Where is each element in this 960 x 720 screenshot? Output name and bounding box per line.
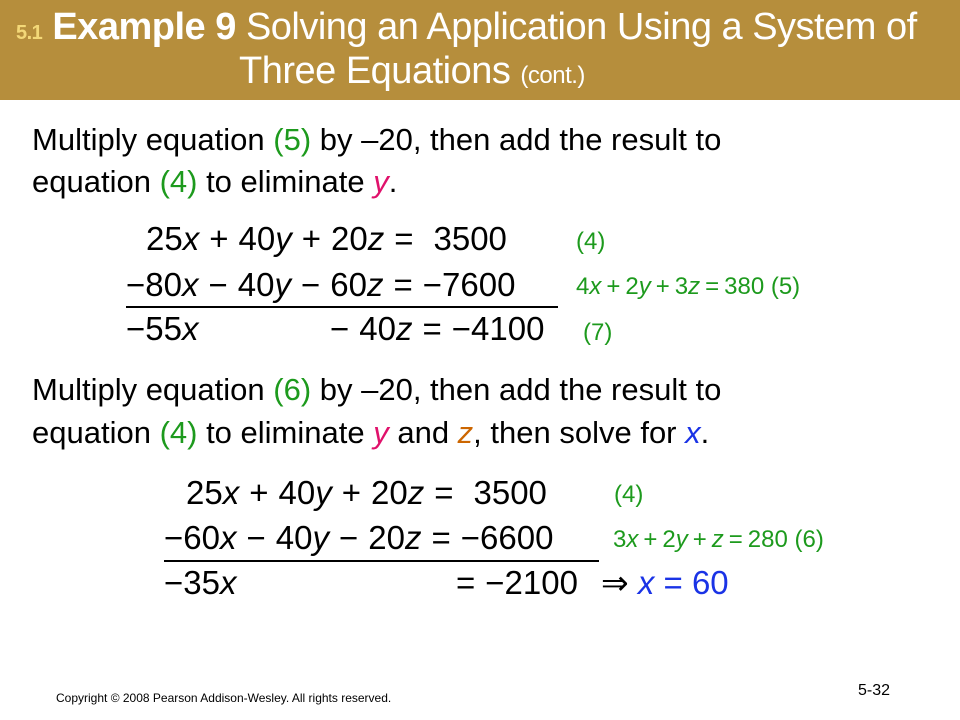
text: .	[388, 164, 398, 199]
implies-icon: ⇒	[601, 564, 629, 601]
system1-row3-ref: (7)	[583, 319, 613, 346]
section-number: 5.1	[16, 22, 43, 44]
equation-ref: (4)	[159, 164, 198, 199]
variable-y: y	[373, 415, 389, 450]
solution: ⇒ x = 60	[601, 564, 729, 601]
title-text-1: Solving an Application Using a System of	[245, 6, 917, 48]
side-equation-5: 4x + 2y + 3z = 380 (5)	[576, 273, 801, 300]
text: .	[700, 415, 710, 450]
title-line-1	[16, 6, 917, 49]
variable-z: z	[457, 415, 474, 450]
variable-x: x	[685, 415, 701, 450]
page-number: 5-32	[858, 682, 891, 699]
text: Multiply equation	[32, 372, 274, 407]
instruction-1-line-2	[32, 161, 397, 203]
system1-row1-ref: (4)	[576, 228, 606, 255]
copyright: Copyright © 2008 Pearson Addison-Wesley. All rights reserved.	[56, 691, 392, 705]
system2-row3-right: = −2100	[456, 564, 578, 601]
title-bar	[0, 0, 960, 100]
side-equation-6: 3x + 2y + z = 280 (6)	[613, 526, 824, 553]
example-label: Example 9	[52, 6, 236, 48]
system1-row2: −80x − 40y − 60z = −7600	[126, 266, 516, 303]
title-line-2	[239, 50, 585, 93]
title-text-2: Three Equations	[239, 50, 511, 92]
system2-row2: −60x − 40y − 20z = −6600	[164, 519, 554, 556]
equation-ref: (5)	[273, 122, 312, 157]
system2-row1: 25x + 40y + 20z = 3500	[186, 474, 547, 511]
system1-row1: 25x + 40y + 20z = 3500	[146, 220, 507, 257]
text: to eliminate	[197, 415, 374, 450]
text: Multiply equation	[32, 122, 274, 157]
instruction-2-line-1	[32, 369, 721, 411]
instruction-2-line-2	[32, 412, 709, 454]
text: to eliminate	[197, 164, 374, 199]
system1-row3: −55x	[126, 310, 199, 347]
text: , then solve for	[473, 415, 686, 450]
text: and	[388, 415, 458, 450]
text: by –20, then add the result to	[311, 372, 722, 407]
title-cont: (cont.)	[520, 62, 585, 89]
equation-ref: (6)	[273, 372, 312, 407]
equation-ref: (4)	[159, 415, 198, 450]
system2-row1-ref: (4)	[614, 481, 644, 508]
variable-y: y	[373, 164, 389, 199]
system1-row3-right: − 40z = −4100	[330, 310, 545, 347]
text: equation	[32, 164, 160, 199]
system2-row3: −35x	[164, 564, 237, 601]
instruction-1-line-1	[32, 119, 721, 161]
text: equation	[32, 415, 160, 450]
text: by –20, then add the result to	[311, 122, 722, 157]
